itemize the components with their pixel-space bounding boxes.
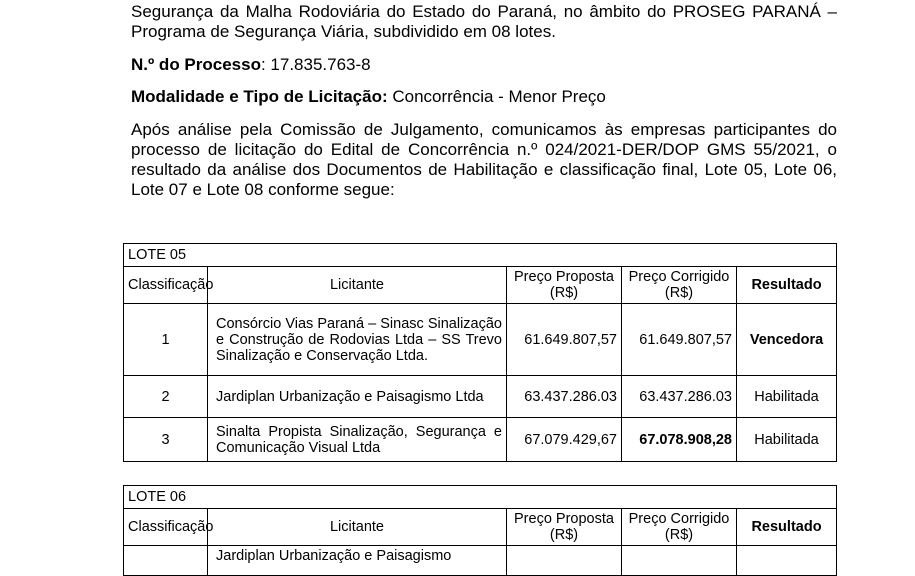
result-paragraph: Após análise pela Comissão de Julgamento, comunicamos às empresas participantes do processo de licitação do Edital de Concorrência n.º 024/2021-DER/DOP GMS 55/2021, o resultado da análise dos Documentos de Habilitação e classificação final, Lote 05, Lote 06, Lote 07 e Lote 08 conforme segue:	[131, 120, 837, 199]
cell-pos: 2	[124, 376, 208, 418]
table-row	[124, 304, 837, 376]
table-row	[124, 418, 837, 462]
header-preco-corrigido: Preço Corrigido (R$)	[622, 509, 737, 546]
cell-corrigido: 67.078.908,28	[622, 418, 737, 462]
cell-pos: 3	[124, 418, 208, 462]
processo-label: N.º do Processo	[131, 55, 261, 74]
header-preco-corrigido: Preço Corrigido (R$)	[622, 267, 737, 304]
header-preco-proposta: Preço Proposta (R$)	[507, 509, 622, 546]
cell-licitante: Jardiplan Urbanização e Paisagismo	[208, 546, 507, 576]
cell-corrigido: 63.437.286.03	[622, 376, 737, 418]
header-classificacao: Classificação	[124, 267, 208, 304]
header-resultado: Resultado	[737, 509, 837, 546]
cell-resultado: Habilitada	[737, 376, 837, 418]
cell-corrigido: 61.649.807,57	[622, 304, 737, 376]
cell-corrigido	[622, 546, 737, 576]
lote-title: LOTE 06	[124, 486, 837, 509]
lote-06-table	[123, 485, 837, 576]
table-row	[124, 376, 837, 418]
cell-proposta: 67.079.429,67	[507, 418, 622, 462]
modalidade-line	[131, 87, 837, 107]
cell-licitante: Consórcio Vias Paraná – Sinasc Sinalização e Construção de Rodovias Ltda – SS Trevo Sinalização e Conservação Ltda.	[208, 304, 507, 376]
header-preco-proposta: Preço Proposta (R$)	[507, 267, 622, 304]
header-classificacao: Classificação	[124, 509, 208, 546]
header-licitante: Licitante	[208, 509, 507, 546]
cell-resultado: Habilitada	[737, 418, 837, 462]
table-row	[124, 546, 837, 576]
cell-proposta: 61.649.807,57	[507, 304, 622, 376]
cell-licitante: Sinalta Propista Sinalização, Segurança e Comunicação Visual Ltda	[208, 418, 507, 462]
cell-licitante: Jardiplan Urbanização e Paisagismo Ltda	[208, 376, 507, 418]
processo-value: : 17.835.763-8	[260, 55, 371, 74]
header-resultado: Resultado	[737, 267, 837, 304]
modalidade-value: Concorrência - Menor Preço	[387, 87, 606, 106]
lote-title: LOTE 05	[124, 244, 837, 267]
cell-proposta: 63.437.286.03	[507, 376, 622, 418]
header-licitante: Licitante	[208, 267, 507, 304]
cell-resultado	[737, 546, 837, 576]
intro-paragraph: Segurança da Malha Rodoviária do Estado do Paraná, no âmbito do PROSEG PARANÁ – Programa de Segurança Viária, subdividido em 08 lotes.	[131, 2, 837, 41]
cell-proposta	[507, 546, 622, 576]
cell-pos: 1	[124, 304, 208, 376]
cell-pos	[124, 546, 208, 576]
cell-resultado: Vencedora	[737, 304, 837, 376]
modalidade-label: Modalidade e Tipo de Licitação:	[131, 87, 388, 106]
processo-line	[131, 55, 837, 75]
lote-05-table	[123, 243, 837, 462]
